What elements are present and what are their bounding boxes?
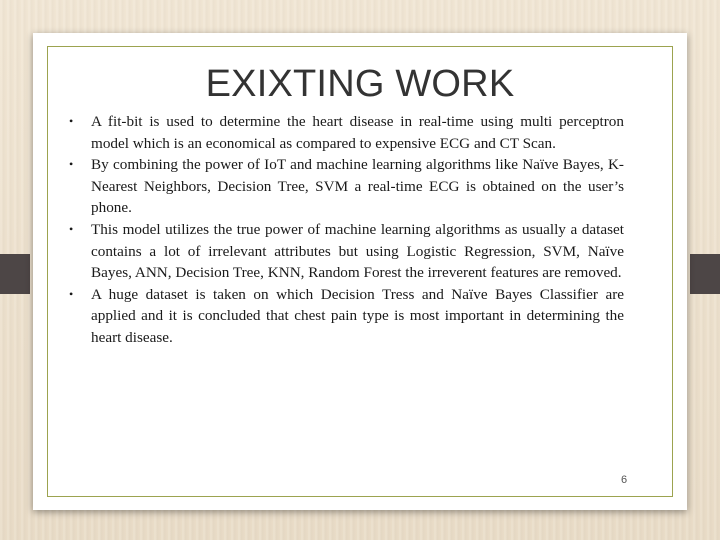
right-edge-tab [690,254,720,294]
bullet-icon: • [69,286,74,301]
slide-card [33,33,687,510]
bullet-text: A fit-bit is used to determine the heart disease in real-time using multi perceptron model which is an economical as compared to expensive ECG and CT Scan. [91,113,624,152]
left-edge-tab [0,254,30,294]
bullet-item [69,284,624,349]
bullet-item [69,111,624,154]
bullet-text: By combining the power of IoT and machine learning algorithms like Naïve Bayes, K-Nearest Neighbors, Decision Tree, SVM a real-time ECG is obtained on the user’s phone. [91,156,624,217]
page-number: 6 [621,474,628,486]
bullet-item [69,219,624,284]
bullet-icon: • [69,221,74,236]
bullet-text: This model utilizes the true power of machine learning algorithms as usually a dataset contains a lot of irrelevant attributes but using Logistic Regression, SVM, Naïve Bayes, ANN, Decision Tree, KNN, Random Forest the irreverent features are removed. [91,220,624,282]
bullet-item [69,154,624,219]
bullet-text: A huge dataset is taken on which Decision Tress and Naïve Bayes Classifier are applied and it is concluded that chest pain type is most important in determining the heart disease. [91,285,624,346]
bullet-icon: • [69,114,74,128]
bullet-icon: • [69,157,74,172]
bullet-list [69,111,624,349]
slide-title: EXIXTING WORK [205,63,515,105]
